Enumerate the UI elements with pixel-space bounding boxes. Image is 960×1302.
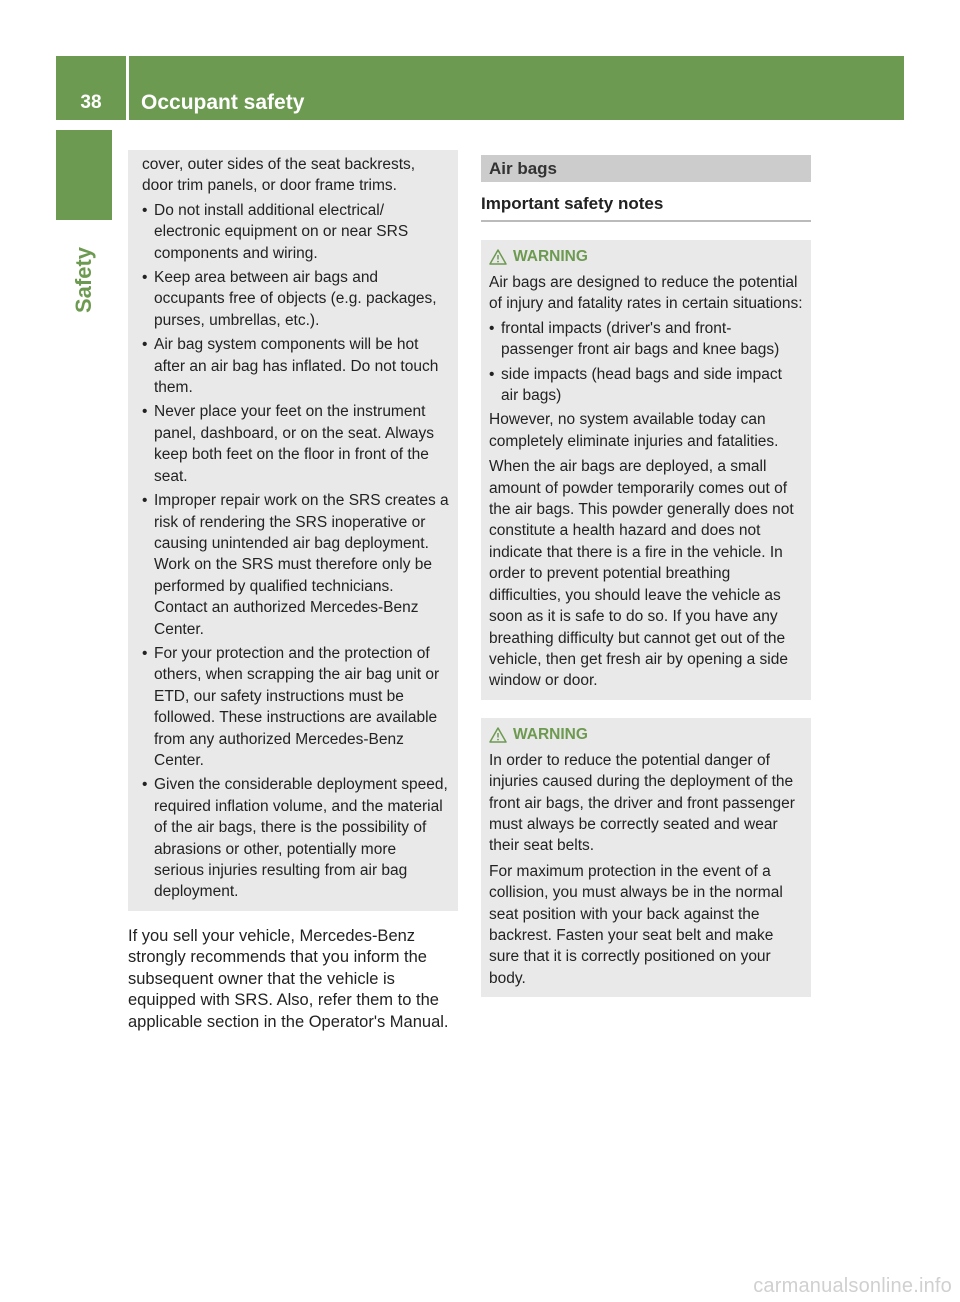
watermark: carmanualsonline.info	[753, 1275, 952, 1297]
warning-box-1	[481, 240, 811, 700]
box-intro-text: cover, outer sides of the seat backrests, door trim panels, or door frame trims.	[142, 156, 416, 195]
header-divider	[126, 56, 129, 120]
side-tab-block	[56, 130, 112, 220]
warning-1-para-2: When the air bags are deployed, a small amount of powder temporarily comes out of the air bags. This powder generally does not constitute a health hazard and does not indicate that there is a fire in the vehicle. In order to prevent potential breathing difficulties, you should leave the vehicle as soon as it is safe to do so. If you have any breathing difficulty but cannot get out of the vehicle, then get fresh air by opening a side window or door.	[489, 458, 794, 690]
warning-title-2	[489, 724, 803, 746]
page-title: Occupant safety	[141, 91, 305, 114]
box-bullet-list	[142, 200, 450, 903]
safety-notes-box	[128, 150, 458, 911]
side-section-label-text: Safety	[71, 246, 96, 314]
side-section-label	[56, 230, 112, 330]
warning-label: WARNING	[513, 248, 588, 265]
right-column	[481, 155, 811, 997]
list-item: • Air bag system components will be hot after an air bag has inflated. Do not touch them.	[142, 334, 450, 398]
left-column	[128, 150, 458, 1033]
warning-1-bullet-list	[489, 318, 803, 407]
warning-box-2	[481, 718, 811, 997]
warning-2-para-1: In order to reduce the potential danger of injuries caused during the deployment of the front air bags, the driver and front passenger must always be correctly seated and wear their seat belts.	[489, 751, 795, 855]
list-item: • Never place your feet on the instrument panel, dashboard, or on the seat. Always keep both feet on the floor in front of the seat.	[142, 401, 450, 487]
resale-paragraph: If you sell your vehicle, Mercedes-Benz strongly recommends that you inform the subsequent owner that the vehicle is equipped with SRS. Also, refer them to the applicable section in the Operator's Manual.	[128, 926, 449, 1031]
list-item: • side impacts (head bags and side impact air bags)	[489, 364, 803, 407]
subheading-important-safety-notes: Important safety notes	[481, 192, 811, 222]
warning-1-para-1: However, no system available today can completely eliminate injuries and fatalities.	[489, 411, 779, 450]
warning-2-para-2: For maximum protection in the event of a collision, you must always be in the normal seat position with your back against the backrest. Fasten your seat belt and make sure that it is correctly positioned on your body.	[489, 862, 783, 987]
warning-1-intro: Air bags are designed to reduce the potential of injury and fatality rates in certain situations:	[489, 274, 803, 313]
page-number: 38	[80, 92, 102, 113]
list-item: • For your protection and the protection of others, when scrapping the air bag unit or ETD, our safety instructions must be followed. These instructions are available from any authorized Mercedes-Benz Center.	[142, 643, 450, 771]
list-item: • frontal impacts (driver's and front-passenger front air bags and knee bags)	[489, 318, 803, 361]
list-item: • Given the considerable deployment speed, required inflation volume, and the material of the air bags, there is the possibility of abrasions or other, potentially more serious injuries resulting from air bag deployment.	[142, 774, 450, 902]
warning-triangle-icon	[489, 249, 507, 265]
list-item: • Keep area between air bags and occupants free of objects (e.g. packages, purses, umbrellas, etc.).	[142, 267, 450, 331]
list-item: • Do not install additional electrical/ electronic equipment on or near SRS components and wiring.	[142, 200, 450, 264]
warning-title-1	[489, 246, 803, 268]
list-item: • Improper repair work on the SRS creates a risk of rendering the SRS inoperative or causing unintended air bag deployment. Work on the SRS must therefore only be performed by qualified technicians. Contact an authorized Mercedes-Benz Center.	[142, 490, 450, 640]
warning-triangle-icon	[489, 727, 507, 743]
section-header-air-bags: Air bags	[481, 155, 811, 182]
warning-label: WARNING	[513, 725, 588, 743]
